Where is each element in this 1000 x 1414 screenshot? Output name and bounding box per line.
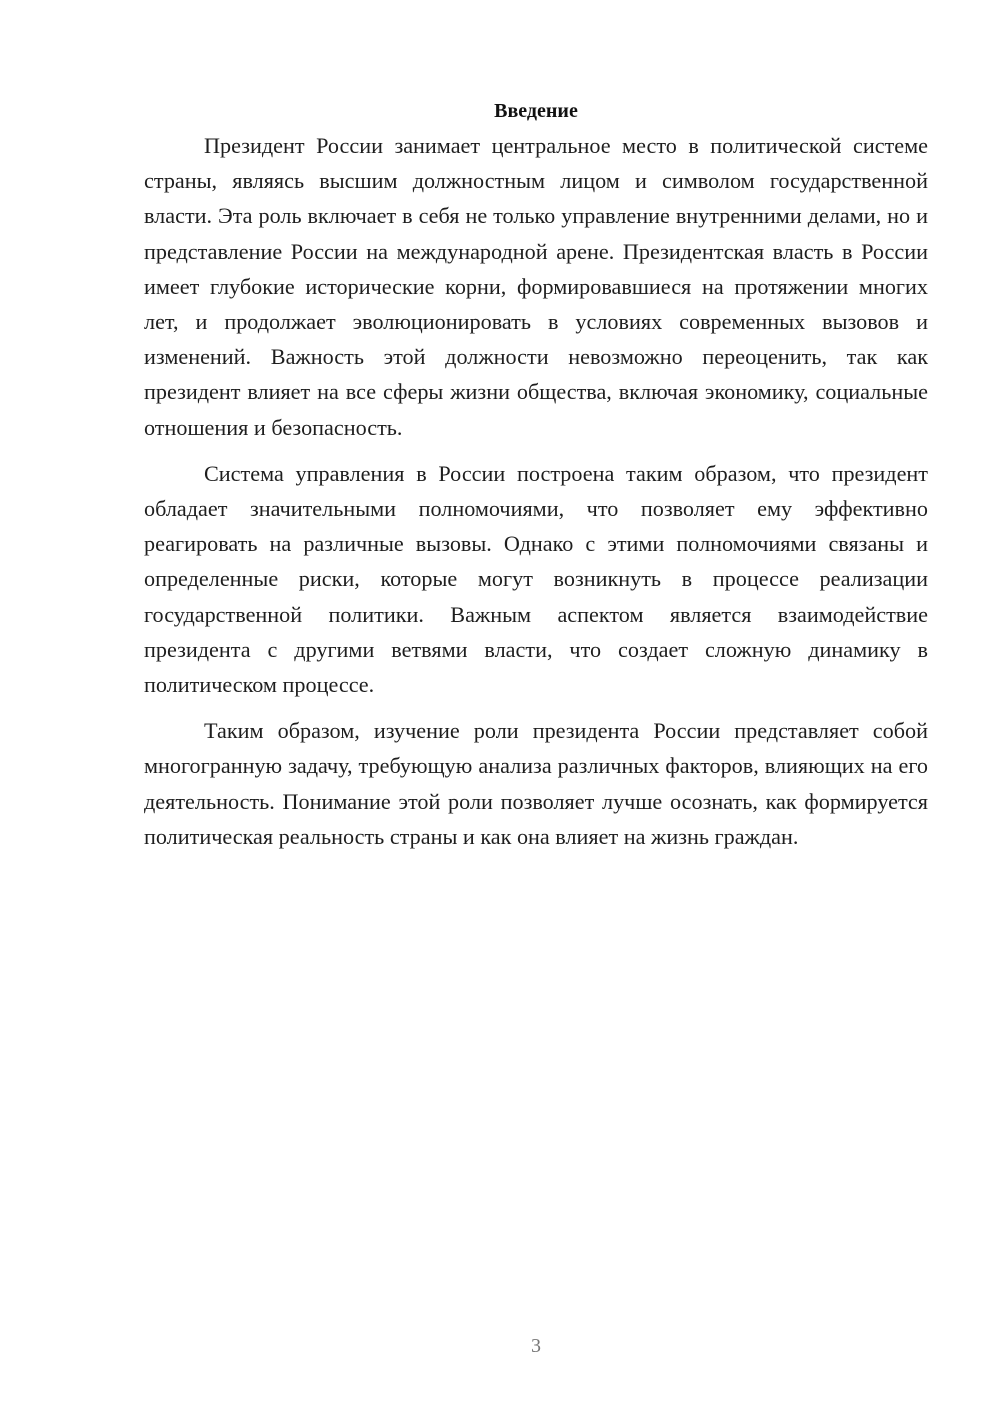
paragraph-3: Таким образом, изучение роли президента России представляет собой многогранную задачу, требующую анализа различных факторов, влияющих на его деятельность. Понимание этой роли позволяет лучше осознать, как формируется политическая реальность страны и как она влияет на жизнь граждан.: [144, 718, 928, 849]
page-number: 3: [531, 1335, 541, 1357]
page-content: [144, 94, 928, 854]
paragraph-1: Президент России занимает центральное место в политической системе страны, являясь высшим должностным лицом и символом государственной власти. Эта роль включает в себя не только управление внутренними делами, но и представление России на международной арене. Президентская власть в России имеет глубокие исторические корни, формировавшиеся на протяжении многих лет, и продолжает эволюционировать в условиях современных вызовов и изменений. Важность этой должности невозможно переоценить, так как президент влияет на все сферы жизни общества, включая экономику, социальные отношения и безопасность.: [144, 133, 928, 440]
paragraph-2: Система управления в России построена таким образом, что президент обладает значительными полномочиями, что позволяет ему эффективно реагировать на различные вызовы. Однако с этими полномочиями связаны и определенные риски, которые могут возникнуть в процессе реализации государственной политики. Важным аспектом является взаимодействие президента с другими ветвями власти, что создает сложную динамику в политическом процессе.: [144, 460, 928, 698]
section-heading: Введение: [494, 100, 578, 122]
